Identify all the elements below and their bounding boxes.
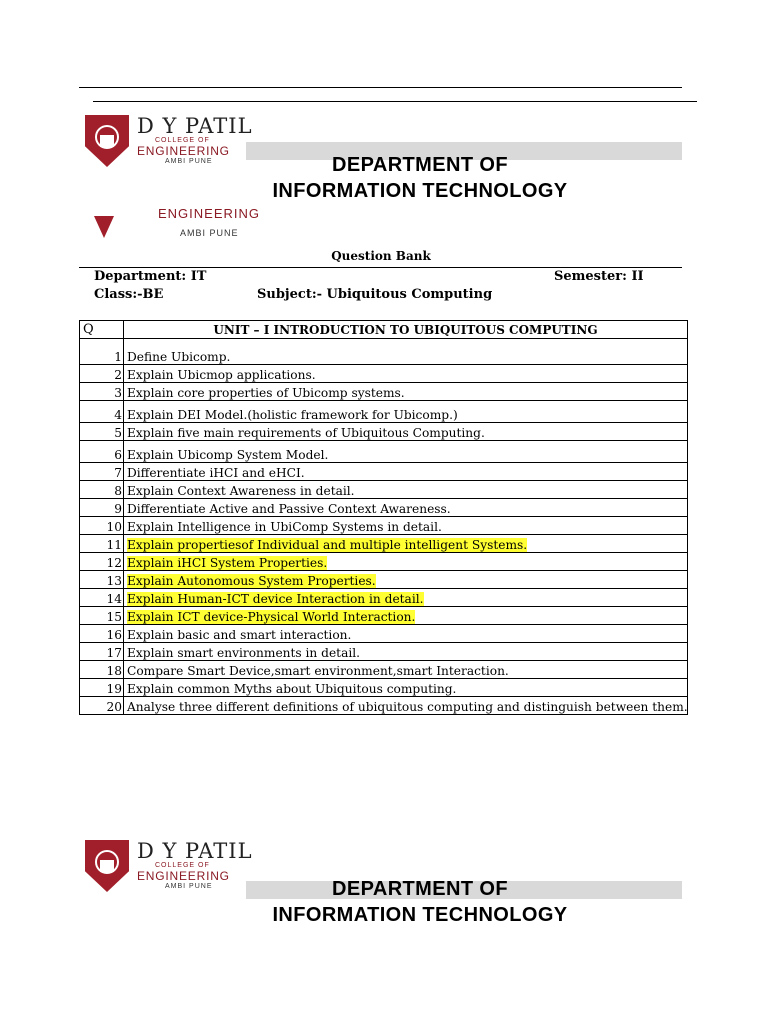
table-row (80, 625, 688, 643)
question-number: 16 (80, 625, 124, 643)
top-rule-2 (93, 101, 697, 102)
unit-title-header: UNIT – I INTRODUCTION TO UBIQUITOUS COMPUTING (124, 321, 688, 339)
question-text-content: Explain core properties of Ubicomp systems. (127, 386, 405, 400)
question-text-content: Explain iHCI System Properties. (127, 556, 328, 570)
question-text-content: Explain propertiesof Individual and multiple intelligent Systems. (127, 538, 528, 552)
question-number: 17 (80, 643, 124, 661)
question-text-content: Explain smart environments in detail. (127, 646, 361, 660)
table-row (80, 517, 688, 535)
question-text-content: Explain Autonomous System Properties. (127, 574, 376, 588)
question-text (124, 625, 688, 643)
dept-title-line2: INFORMATION TECHNOLOGY (272, 180, 568, 202)
question-text-content: Explain basic and smart interaction. (127, 628, 352, 642)
logo-line-location: AMBI PUNE (165, 883, 213, 890)
table-row (80, 365, 688, 383)
question-text-content: Explain Human-ICT device Interaction in detail. (127, 592, 424, 606)
question-text (124, 463, 688, 481)
semester-label: Semester: II (554, 269, 644, 284)
table-row (80, 339, 688, 365)
question-text-content: Explain five main requirements of Ubiquitous Computing. (127, 426, 485, 440)
question-text-content: Explain Ubicmop applications. (127, 368, 316, 382)
question-number: 8 (80, 481, 124, 499)
table-row (80, 643, 688, 661)
column-q-header: Q (80, 321, 124, 339)
table-row (80, 383, 688, 401)
question-text-content: Compare Smart Device,smart environment,smart Interaction. (127, 664, 509, 678)
shield-icon (85, 840, 129, 892)
question-number: 3 (80, 383, 124, 401)
question-number: 13 (80, 571, 124, 589)
dept-title-line1: DEPARTMENT OF (332, 154, 508, 176)
question-text-content: Define Ubicomp. (127, 350, 231, 364)
question-text (124, 535, 688, 553)
partial-logo-line1: ENGINEERING (158, 206, 261, 221)
subject-label: Subject:- Ubiquitous Computing (257, 287, 493, 302)
question-number: 20 (80, 697, 124, 715)
table-row (80, 441, 688, 463)
table-row (80, 661, 688, 679)
question-number: 5 (80, 423, 124, 441)
question-text (124, 365, 688, 383)
question-number: 12 (80, 553, 124, 571)
question-number: 9 (80, 499, 124, 517)
table-row (80, 423, 688, 441)
table-row (80, 499, 688, 517)
logo-line-college: COLLEGE OF (155, 862, 210, 869)
table-row (80, 463, 688, 481)
table-row (80, 535, 688, 553)
class-label: Class:-BE (94, 287, 164, 302)
question-number: 7 (80, 463, 124, 481)
question-text (124, 481, 688, 499)
question-text (124, 697, 688, 715)
question-number: 11 (80, 535, 124, 553)
question-text (124, 571, 688, 589)
shield-icon (85, 115, 129, 167)
table-row (80, 481, 688, 499)
department-label: Department: IT (94, 269, 207, 284)
question-number: 6 (80, 441, 124, 463)
question-text (124, 339, 688, 365)
table-row (80, 571, 688, 589)
question-text-content: Explain common Myths about Ubiquitous computing. (127, 682, 457, 696)
meta-rule (79, 267, 682, 268)
table-row (80, 607, 688, 625)
question-text-content: Explain Ubicomp System Model. (127, 448, 329, 462)
question-bank-title: Question Bank (331, 249, 431, 263)
question-text (124, 589, 688, 607)
question-text (124, 607, 688, 625)
question-number: 10 (80, 517, 124, 535)
question-text-content: Explain DEI Model.(holistic framework for Ubicomp.) (127, 408, 458, 422)
question-number: 1 (80, 339, 124, 365)
question-text (124, 679, 688, 697)
question-text-content: Explain ICT device-Physical World Interaction. (127, 610, 416, 624)
table-row (80, 697, 688, 715)
question-number: 19 (80, 679, 124, 697)
question-text-content: Explain Intelligence in UbiComp Systems in detail. (127, 520, 442, 534)
logo-line-location: AMBI PUNE (165, 158, 213, 165)
question-number: 14 (80, 589, 124, 607)
question-text (124, 401, 688, 423)
logo-name: D Y PATIL (137, 114, 253, 138)
question-text (124, 499, 688, 517)
question-table (79, 320, 688, 715)
top-rule-1 (79, 87, 682, 88)
question-text-content: Differentiate iHCI and eHCI. (127, 466, 305, 480)
question-number: 2 (80, 365, 124, 383)
question-text (124, 423, 688, 441)
question-text-content: Explain Context Awareness in detail. (127, 484, 355, 498)
question-number: 4 (80, 401, 124, 423)
question-text (124, 553, 688, 571)
partial-logo (80, 206, 261, 246)
question-text (124, 441, 688, 463)
question-text (124, 643, 688, 661)
question-text-content: Differentiate Active and Passive Context Awareness. (127, 502, 451, 516)
shield-icon (94, 216, 114, 238)
logo-line-college: COLLEGE OF (155, 137, 210, 144)
logo-name: D Y PATIL (137, 839, 253, 863)
question-table-body (80, 339, 688, 715)
table-row (80, 679, 688, 697)
question-text (124, 517, 688, 535)
table-row (80, 401, 688, 423)
table-row (80, 553, 688, 571)
footer-dept-title-line2: INFORMATION TECHNOLOGY (272, 904, 568, 926)
footer-dept-title-line1: DEPARTMENT OF (332, 878, 508, 900)
logo-line-engineering: ENGINEERING (137, 869, 230, 883)
question-text-content: Analyse three different definitions of ubiquitous computing and distinguish between them. (127, 700, 688, 714)
table-header-row (80, 321, 688, 339)
question-text (124, 383, 688, 401)
partial-logo-line2: AMBI PUNE (180, 228, 239, 238)
question-number: 15 (80, 607, 124, 625)
table-row (80, 589, 688, 607)
logo-line-engineering: ENGINEERING (137, 144, 230, 158)
question-number: 18 (80, 661, 124, 679)
question-text (124, 661, 688, 679)
